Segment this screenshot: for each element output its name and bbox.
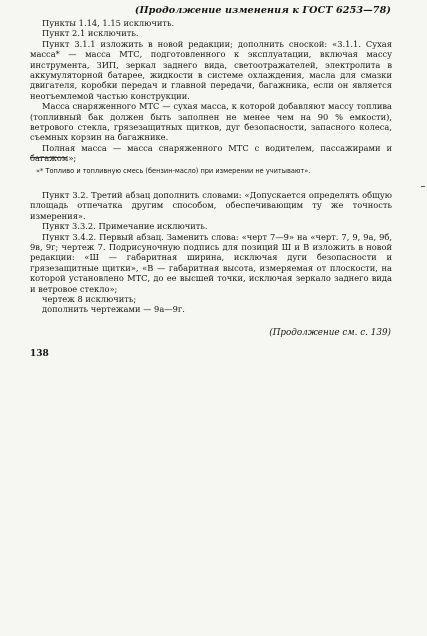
paragraph: Пункты 1.14, 1.15 исключить. [42, 18, 175, 28]
main-text-block-1 [30, 18, 392, 164]
page-number: 138 [30, 349, 49, 359]
paragraph: Пункт 3.3.2. Примечание исключить. [42, 221, 208, 232]
main-text-block-2 [30, 190, 392, 315]
page-header: (Продолжение изменения к ГОСТ 6253—78) [134, 5, 391, 16]
paragraph: Пункт 3.2. Третий абзац дополнить словами: «Допускается определять общую площадь отпечатка другим способом, обеспечивающим ту же точность измерения». [30, 190, 392, 221]
margin-mark [421, 186, 425, 187]
paragraph: чертеж 8 исключить; [42, 294, 137, 305]
paragraph: Пункт 3.4.2. Первый абзац. Заменить слова: «черт 7—9» на «черт. 7, 9, 9а, 9б, 9в, 9г; чертеж 7. Подрисуночную подпись для позиций Ш и В изложить в новой редакции: «Ш — габаритная ширина, исключая дуги безопасности и грязезащитные щитки», «В — габаритная высота, измеряемая от плоскости, на которой установлено МТС, до ее высшей точки, исключая зеркало заднего вида и ветровое стекло»; [30, 231, 392, 294]
paragraph: Полная масса — масса снаряженного МТС с водителем, пассажирами и багажом»; [30, 142, 392, 164]
paragraph: Масса снаряженного МТС — сухая масса, к которой добавляют массу топлива (топливный бак должен быть заполнен не менее чем на 90 % емкости), ветрового стекла, грязезащитных щитков, дуг безопасности, запасного колеса, съемных корзин на багажнике. [30, 101, 392, 143]
continuation-note: (Продолжение см. с. 139) [269, 328, 391, 338]
paragraph: Пункт 3.1.1 изложить в новой редакции; дополнить сноской: «3.1.1. Сухая масса* — масса МТС, подготовленного к эксплуатации, включая массу инструмента, ЗИП, зеркал заднего вида, светоотражателей, электролита в аккумуляторной батарее, жидкости в системе охлаждения, масла для смазки двигателя, коробки передач и главной передачи, багажника, если он является неотъемлемой частью конструкции. [30, 38, 392, 101]
footnote-separator [30, 157, 66, 158]
footnote: «* Топливо и топливную смесь (бензин-масло) при измерении не учитывают». [36, 167, 311, 175]
paragraph: Пункт 2.1 исключить. [42, 28, 139, 39]
paragraph: дополнить чертежами — 9а—9г. [42, 304, 185, 315]
